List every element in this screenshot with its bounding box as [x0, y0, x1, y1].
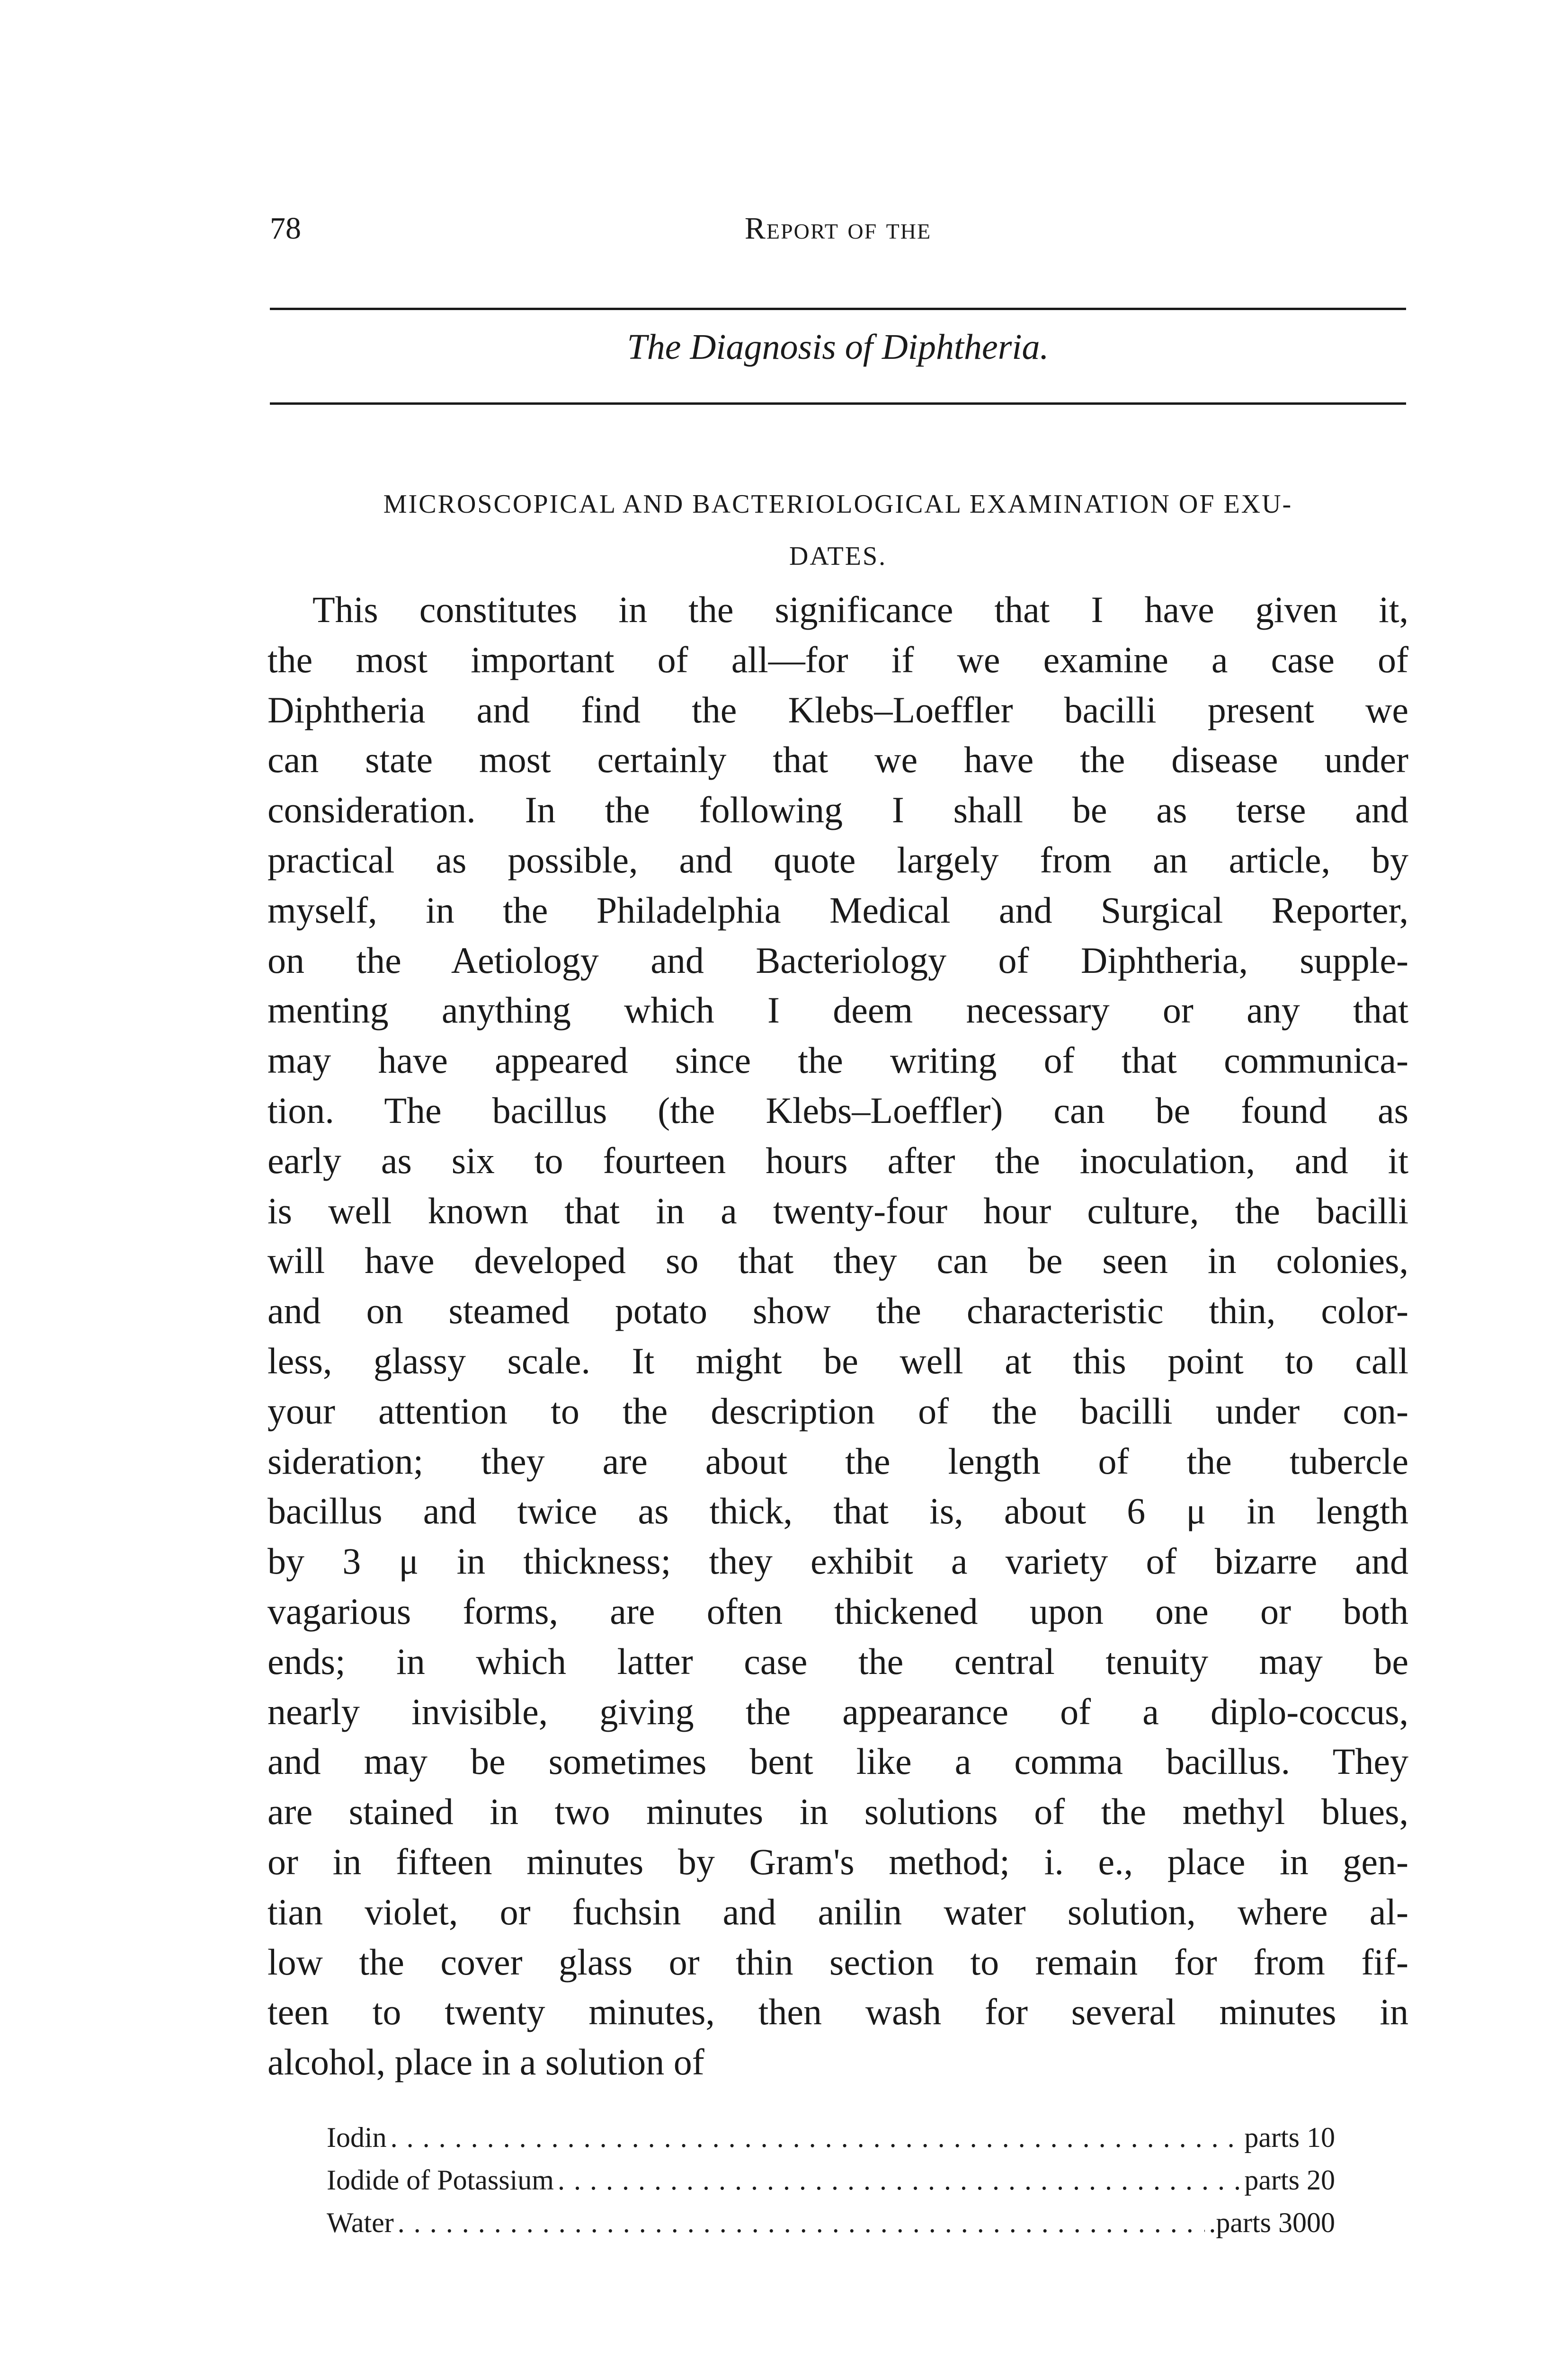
- text-line: the most important of all—for if we examine a case of: [267, 639, 1408, 680]
- text-line: may have appeared since the writing of that communica-: [267, 1040, 1408, 1081]
- dot-leader: [558, 2159, 1240, 2201]
- text-line: menting anything which I deem necessary or any that: [267, 989, 1408, 1031]
- dot-leader: [398, 2201, 1205, 2244]
- text-line: on the Aetiology and Bacteriology of Diphtheria, supple-: [267, 939, 1408, 981]
- formula-row: [327, 2159, 1335, 2201]
- section-heading: [270, 478, 1406, 582]
- text-line: This constitutes in the significance that I have given it,: [312, 589, 1408, 630]
- formula-table: [327, 2116, 1335, 2244]
- text-line: alcohol, place in a solution of: [267, 2041, 704, 2083]
- text-line: Diphtheria and find the Klebs–Loeffler bacilli present we: [267, 689, 1408, 730]
- text-line: by 3 μ in thickness; they exhibit a variety of bizarre and: [267, 1540, 1408, 1582]
- text-line: vagarious forms, are often thickened upon one or both: [267, 1590, 1408, 1632]
- header-rule-top: [270, 308, 1406, 310]
- text-line: consideration. In the following I shall be as terse and: [267, 789, 1408, 831]
- page-header: [270, 211, 1406, 253]
- formula-ingredient: Iodin: [327, 2122, 387, 2153]
- formula-amount: parts 10: [1244, 2122, 1335, 2153]
- running-head-text: Report of the: [744, 211, 932, 246]
- text-line: and may be sometimes bent like a comma bacillus. They: [267, 1741, 1408, 1782]
- formula-ingredient: Water: [327, 2207, 394, 2238]
- text-line: low the cover glass or thin section to remain for from fif-: [267, 1941, 1408, 1983]
- formula-row: [327, 2116, 1335, 2159]
- text-line: will have developed so that they can be seen in colonies,: [267, 1240, 1408, 1281]
- text-line: practical as possible, and quote largely from an article, by: [267, 839, 1408, 881]
- running-head: [270, 211, 1406, 247]
- section-heading-line: DATES.: [789, 542, 887, 571]
- text-line: less, glassy scale. It might be well at this point to call: [267, 1340, 1408, 1381]
- dot-leader: [391, 2116, 1241, 2159]
- formula-amount: .parts 3000: [1209, 2207, 1335, 2238]
- text-line: teen to twenty minutes, then wash for several minutes in: [267, 1991, 1408, 2033]
- text-line: ends; in which latter case the central tenuity may be: [267, 1640, 1408, 1682]
- text-line: your attention to the description of the bacilli under con-: [267, 1390, 1408, 1432]
- text-line: and on steamed potato show the characteristic thin, color-: [267, 1290, 1408, 1332]
- text-line: or in fifteen minutes by Gram's method; i. e., place in gen-: [267, 1841, 1408, 1882]
- chapter-subtitle: The Diagnosis of Diphtheria.: [627, 327, 1049, 367]
- text-line: is well known that in a twenty-four hour culture, the bacilli: [267, 1190, 1408, 1231]
- section-heading-line: MICROSCOPICAL AND BACTERIOLOGICAL EXAMINATION OF EXU-: [383, 489, 1293, 519]
- formula-amount: parts 20: [1244, 2164, 1335, 2196]
- formula-row: [327, 2201, 1335, 2244]
- text-line: early as six to fourteen hours after the inoculation, and it: [267, 1139, 1408, 1181]
- header-rule-bottom: [270, 402, 1406, 405]
- formula-ingredient: Iodide of Potassium: [327, 2164, 554, 2196]
- page-number: 78: [270, 211, 301, 246]
- body-paragraph: [267, 585, 1408, 2087]
- text-line: nearly invisible, giving the appearance of a diplo-coccus,: [267, 1691, 1408, 1732]
- text-line: tian violet, or fuchsin and anilin water solution, where al-: [267, 1891, 1408, 1932]
- text-line: can state most certainly that we have the disease under: [267, 739, 1408, 781]
- text-line: bacillus and twice as thick, that is, about 6 μ in length: [267, 1490, 1408, 1532]
- text-line: sideration; they are about the length of the tubercle: [267, 1440, 1408, 1482]
- text-line: tion. The bacillus (the Klebs–Loeffler) can be found as: [267, 1089, 1408, 1131]
- text-line: myself, in the Philadelphia Medical and Surgical Reporter,: [267, 889, 1408, 931]
- text-line: are stained in two minutes in solutions of the methyl blues,: [267, 1791, 1408, 1833]
